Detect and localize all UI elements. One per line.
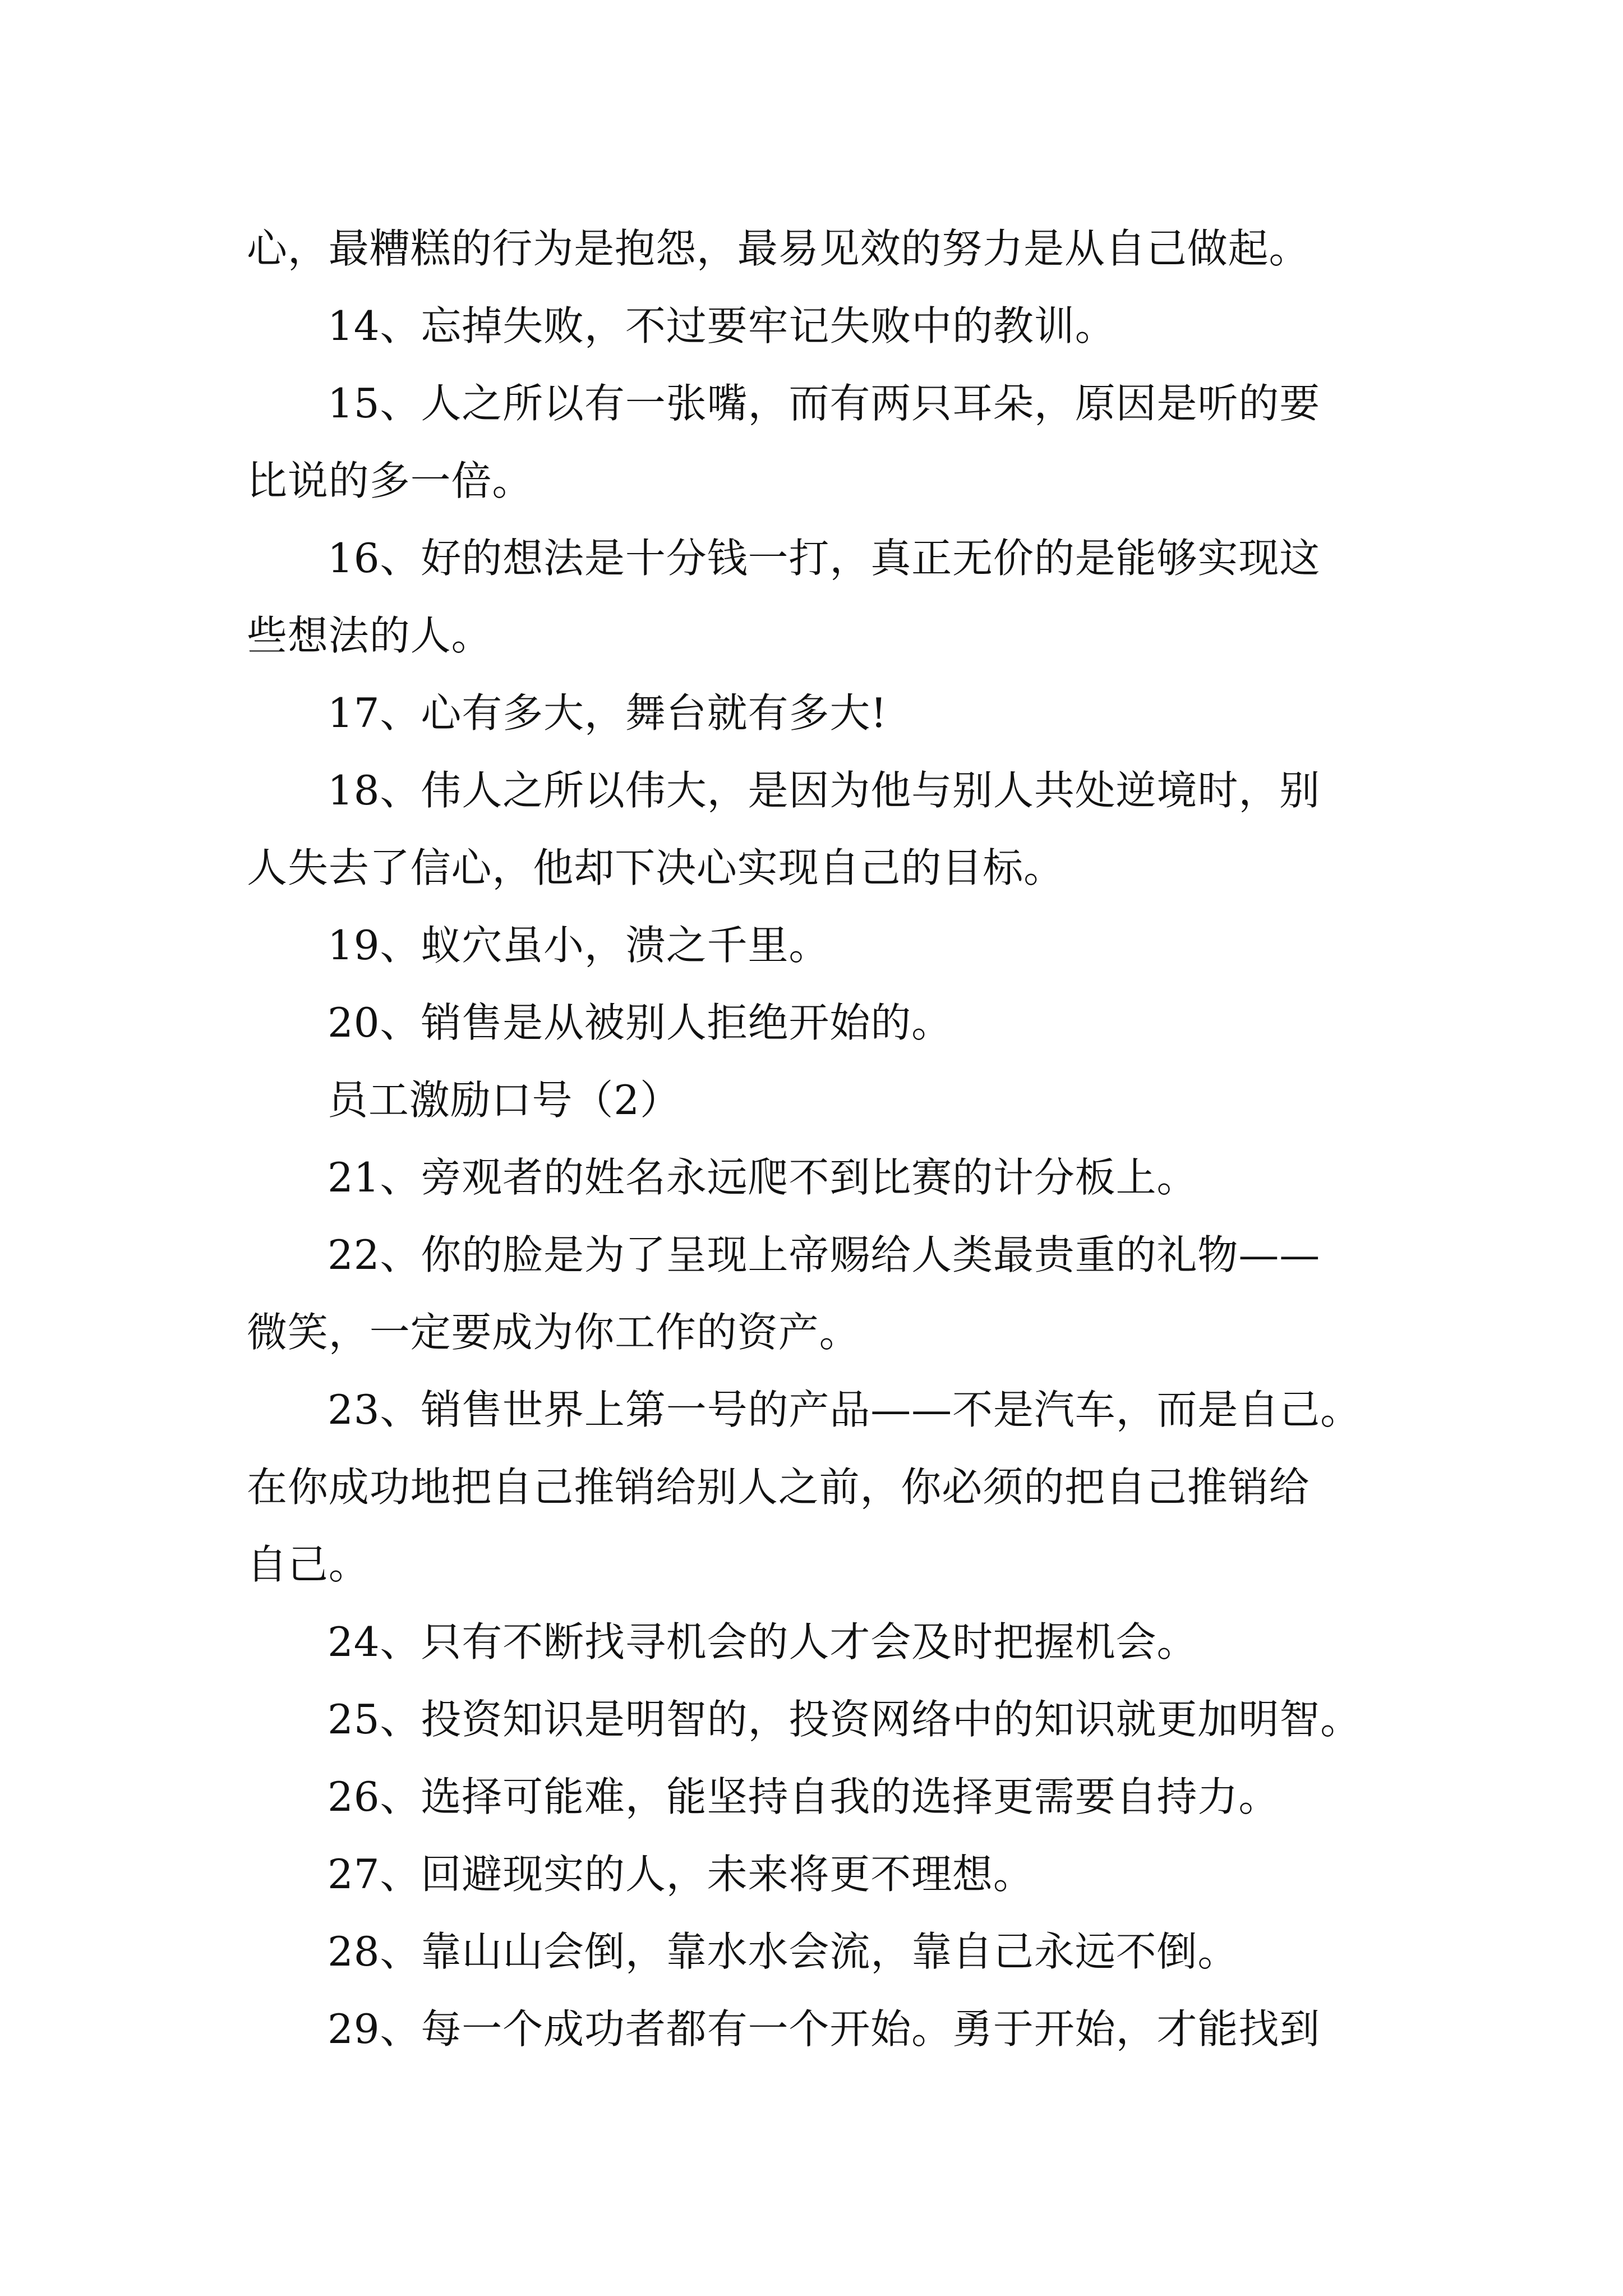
text-line: 21、旁观者的姓名永远爬不到比赛的计分板上。 xyxy=(328,1154,1198,1201)
text-line: 心，最糟糕的行为是抱怨，最易见效的努力是从自己做起。 xyxy=(247,225,1310,272)
text-line: 人失去了信心，他却下决心实现自己的目标。 xyxy=(247,844,1065,891)
text-line: 19、蚁穴虽小，溃之千里。 xyxy=(328,922,830,969)
section-heading: 员工激励口号（2） xyxy=(328,1076,681,1124)
text-line: 20、销售是从被别人拒绝开始的。 xyxy=(328,999,953,1046)
text-line: 28、靠山山会倒，靠水水会流，靠自己永远不倒。 xyxy=(328,1928,1239,1975)
text-line: 15、人之所以有一张嘴，而有两只耳朵，原因是听的要 xyxy=(328,380,1321,427)
text-line: 16、好的想法是十分钱一打，真正无价的是能够实现这 xyxy=(328,535,1321,582)
text-line: 微笑，一定要成为你工作的资产。 xyxy=(247,1309,860,1356)
text-line: 29、每一个成功者都有一个开始。勇于开始，才能找到 xyxy=(328,2005,1321,2053)
text-line: 些想法的人。 xyxy=(247,612,492,659)
text-line: 17、心有多大，舞台就有多大! xyxy=(328,689,888,737)
text-line: 比说的多一倍。 xyxy=(247,457,533,504)
text-line: 23、销售世界上第一号的产品——不是汽车，而是自己。 xyxy=(328,1386,1362,1433)
text-line: 22、你的脸是为了呈现上帝赐给人类最贵重的礼物—— xyxy=(328,1231,1321,1278)
text-line: 在你成功地把自己推销给别人之前，你必须的把自己推销给 xyxy=(247,1464,1310,1511)
text-line: 18、伟人之所以伟大，是因为他与别人共处逆境时，别 xyxy=(328,767,1321,814)
text-line: 24、只有不断找寻机会的人才会及时把握机会。 xyxy=(328,1618,1198,1665)
text-line: 14、忘掉失败，不过要牢记失败中的教训。 xyxy=(328,302,1116,349)
text-line: 26、选择可能难，能坚持自我的选择更需要自持力。 xyxy=(328,1773,1280,1820)
document-body xyxy=(247,210,1402,2068)
text-line: 27、回避现实的人，未来将更不理想。 xyxy=(328,1851,1034,1898)
text-line: 自己。 xyxy=(247,1541,370,1588)
text-line: 25、投资知识是明智的，投资网络中的知识就更加明智。 xyxy=(328,1696,1362,1743)
